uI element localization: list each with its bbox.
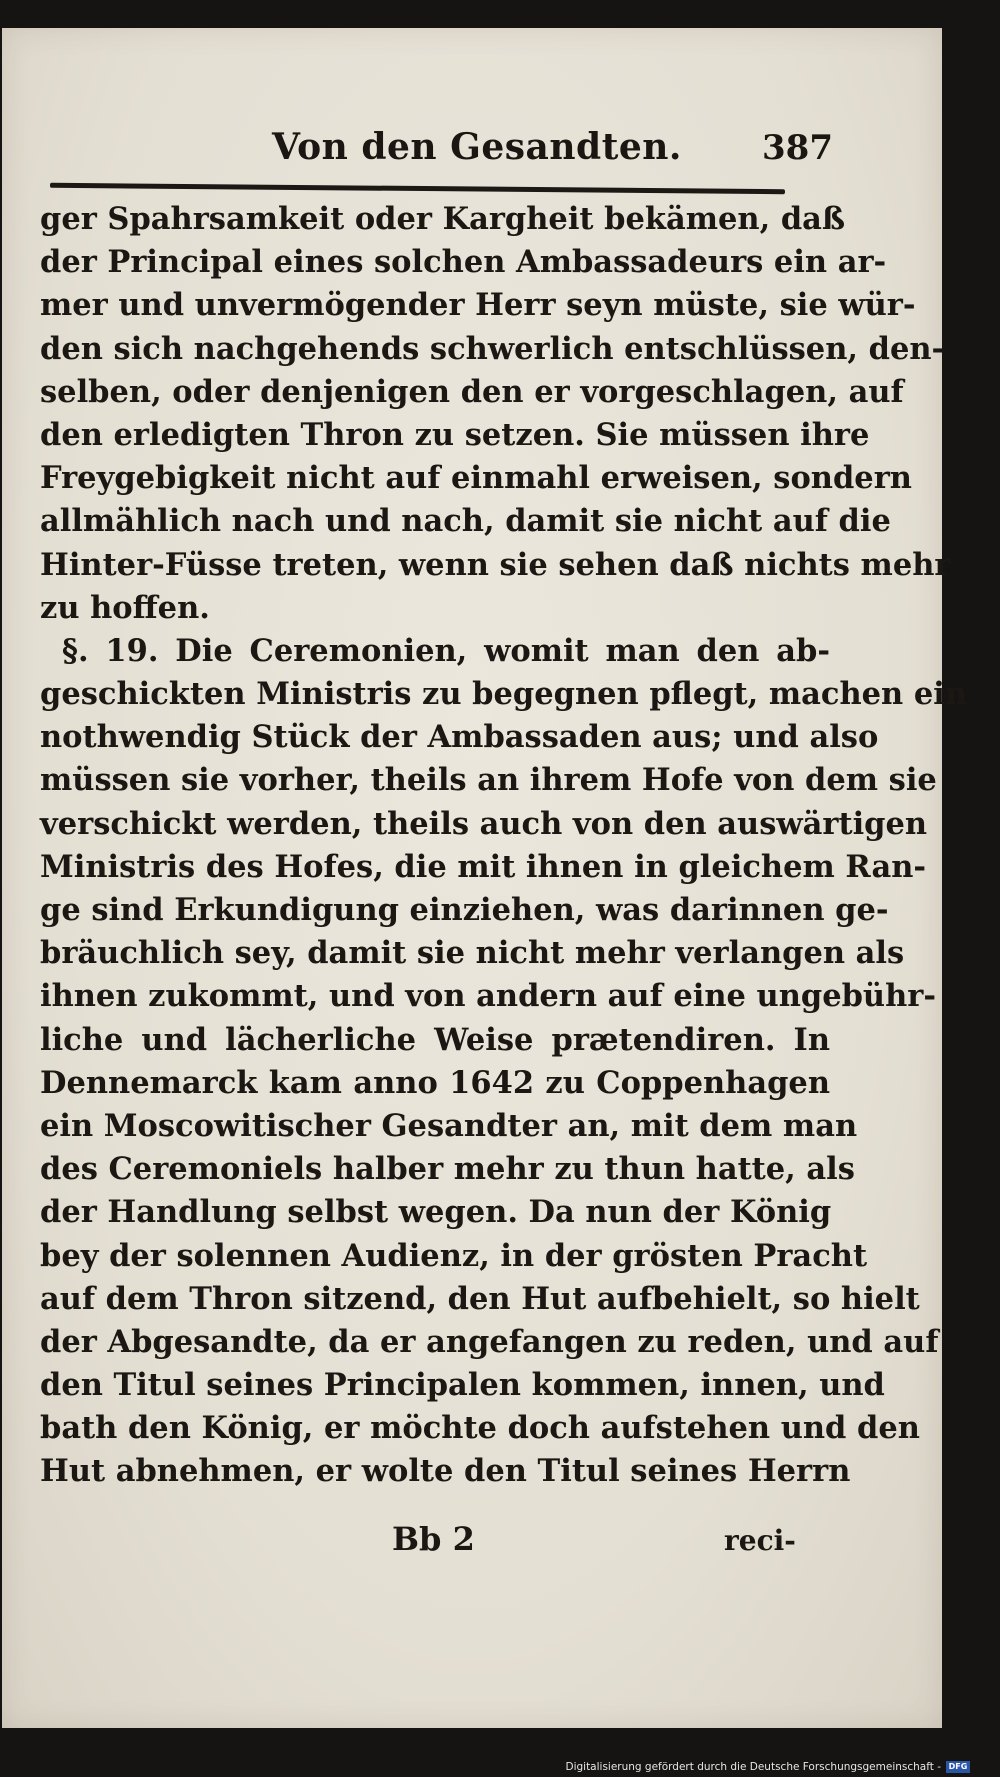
text-line: der Handlung selbst wegen. Da nun der König: [40, 1194, 832, 1231]
text-line: Hinter-Füsse treten, wenn sie sehen daß nichts mehr: [40, 546, 951, 583]
text-line: mer und unvermögender Herr seyn müste, sie wür-: [40, 287, 916, 324]
text-line: Dennemarck kam anno 1642 zu Coppenhagen: [40, 1064, 830, 1101]
text-line: allmählich nach und nach, damit sie nicht auf die: [40, 503, 891, 540]
header-rule: [50, 183, 785, 194]
digitization-credit: [565, 1760, 970, 1774]
text-line: den sich nachgehends schwerlich entschlüssen, den-: [40, 330, 945, 367]
body-text: [40, 198, 968, 1494]
text-line: ein Moscowitischer Gesandter an, mit dem man: [40, 1107, 858, 1144]
credit-text: Digitalisierung gefördert durch die Deutsche Forschungsgemeinschaft -: [565, 1761, 941, 1773]
text-line: bräuchlich sey, damit sie nicht mehr verlangen als: [40, 935, 905, 972]
text-line: nothwendig Stück der Ambassaden aus; und also: [40, 719, 879, 756]
page-header: [2, 116, 942, 176]
text-line: Freygebigkeit nicht auf einmahl erweisen, sondern: [40, 460, 912, 497]
text-line: selben, oder denjenigen den er vorgeschlagen, auf: [40, 373, 904, 410]
text-line: der Principal eines solchen Ambassadeurs ein ar-: [40, 244, 887, 281]
text-line: zu hoffen.: [40, 589, 210, 626]
text-line: ge sind Erkundigung einziehen, was darinnen ge-: [40, 892, 889, 928]
signature-mark: Bb 2: [392, 1520, 475, 1558]
text-line: des Ceremoniels halber mehr zu thun hatte, als: [40, 1151, 855, 1188]
text-line: bath den König, er möchte doch aufstehen und den: [40, 1410, 920, 1447]
text-line: ihnen zukommt, und von andern auf eine ungebühr-: [40, 978, 937, 1015]
text-line: Ministris des Hofes, die mit ihnen in gleichem Ran-: [40, 848, 927, 885]
dfg-logo: DFG: [946, 1761, 970, 1773]
page-number: 387: [762, 128, 833, 168]
text-line: Hut abnehmen, er wolte den Titul seines Herrn: [40, 1453, 851, 1490]
text-line: verschickt werden, theils auch von den auswärtigen: [40, 805, 928, 842]
text-line: ger Spahrsamkeit oder Kargheit bekämen, daß: [40, 201, 846, 237]
text-line: den erledigten Thron zu setzen. Sie müssen ihre: [40, 416, 870, 453]
running-head: Von den Gesandten.: [272, 126, 682, 168]
text-line: bey der solennen Audienz, in der grösten Pracht: [40, 1237, 868, 1274]
page-footer: [2, 1520, 942, 1580]
paragraph-start-line: §. 19. Die Ceremonien, womit man den ab-: [62, 632, 830, 669]
text-line: geschickten Ministris zu begegnen pflegt, machen ein: [40, 676, 968, 713]
text-line: der Abgesandte, da er angefangen zu reden, und auf: [40, 1323, 939, 1360]
text-line: müssen sie vorher, theils an ihrem Hofe von dem sie: [40, 762, 937, 799]
text-line: den Titul seines Principalen kommen, innen, und: [40, 1367, 885, 1404]
text-line: auf dem Thron sitzend, den Hut aufbehielt, so hielt: [40, 1280, 920, 1317]
text-line: liche und lächerliche Weise prætendiren. In: [40, 1021, 830, 1058]
catchword: reci-: [724, 1524, 796, 1557]
book-page: [2, 28, 968, 1728]
